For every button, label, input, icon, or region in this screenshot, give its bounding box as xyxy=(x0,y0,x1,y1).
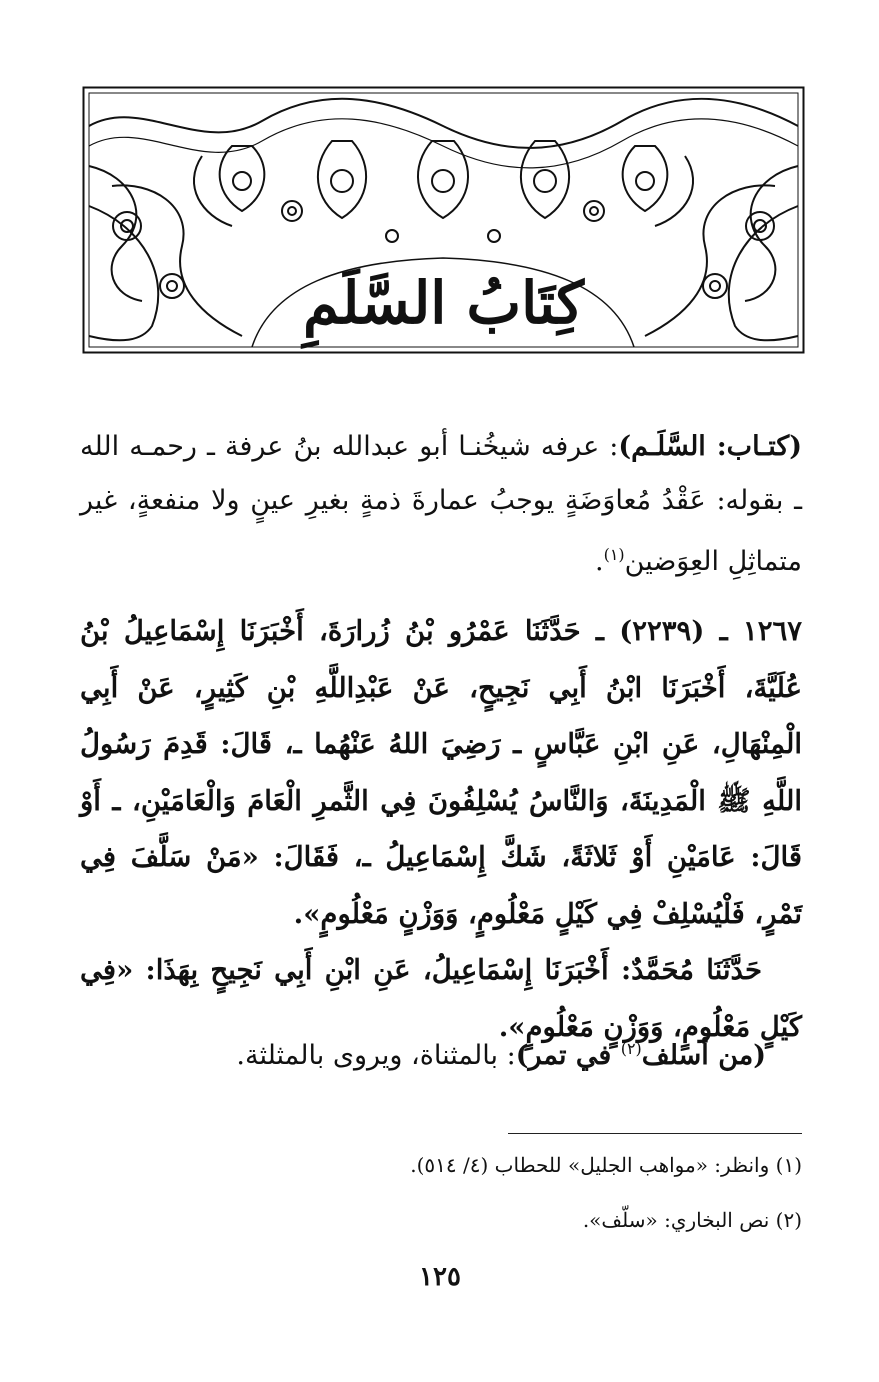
intro-text: : عرفه شيخُنـا أبو عبدالله بنُ عرفة ـ رحمـه الله ـ بقوله: عَقْدُ مُعاوَضَةٍ يوجبُ عمارةَ ذمةٍ بغيرِ عينٍ ولا منفعةٍ، غير متماثِلِ العِوَضين xyxy=(80,431,802,577)
note-term: (من أسلف xyxy=(641,1040,766,1071)
commentary-note xyxy=(120,1022,766,1083)
hadith-block xyxy=(80,603,802,1055)
footnote-ref-2: (٢) xyxy=(620,1039,642,1058)
hadith-paragraph-1: ١٢٦٧ ـ (٢٢٣٩) ـ حَدَّثَنَا عَمْرُو بْنُ زُرارَةَ، أَخْبَرَنَا إِسْمَاعِيلُ بْنُ عُلَيَّةَ، أَخْبَرَنَا ابْنُ أَبِي نَجِيحٍ، عَنْ عَبْدِاللَّهِ بْنِ كَثِيرٍ، عَنْ أَبِي الْمِنْهَالِ، عَنِ ابْنِ عَبَّاسٍ ـ رَضِيَ اللهُ عَنْهُما ـ، قَالَ: قَدِمَ رَسُولُ اللَّهِ ﷺ الْمَدِينَةَ، وَالنَّاسُ يُسْلِفُونَ فِي الثَّمرِ الْعَامَ وَالْعَامَيْنِ، ـ أَوْ قَالَ: عَامَيْنِ أَوْ ثَلاثَةً، شَكَّ إِسْمَاعِيلُ ـ، فَقَالَ: «مَنْ سَلَّفَ فِي تَمْرٍ، فَلْيُسْلِفْ فِي كَيْلٍ مَعْلُومٍ، وَوَزْنٍ مَعْلُومٍ». xyxy=(80,615,803,930)
book-title: كِتَابُ السَّلَمِ xyxy=(303,269,584,337)
footnote-2: (٢) نص البخاري: «سلّف». xyxy=(582,1208,802,1232)
hadith-paragraph-2: حَدَّثَنَا مُحَمَّدٌ: أَخْبَرَنَا إِسْمَاعِيلُ، عَنِ ابْنِ أَبِي نَجِيحٍ بِهَذَا: «فِي كَيْلٍ مَعْلُومٍ، وَوَزْنٍ مَعْلُومٍ». xyxy=(80,954,802,1043)
intro-term: (كتـاب: السَّلَـم) xyxy=(618,431,803,462)
page-number: ١٢٥ xyxy=(419,1262,461,1292)
note-term-end: في تمر) xyxy=(515,1040,621,1071)
intro-end: . xyxy=(594,546,604,577)
intro-paragraph xyxy=(80,420,802,589)
footnote-divider xyxy=(508,1133,802,1134)
footnote-1: (١) وانظر: «مواهب الجليل» للحطاب (٤/ ٥١٤). xyxy=(410,1153,802,1177)
footnote-ref-1: (١) xyxy=(603,545,625,564)
note-text: : بالمثناة، ويروى بالمثلثة. xyxy=(236,1040,516,1071)
